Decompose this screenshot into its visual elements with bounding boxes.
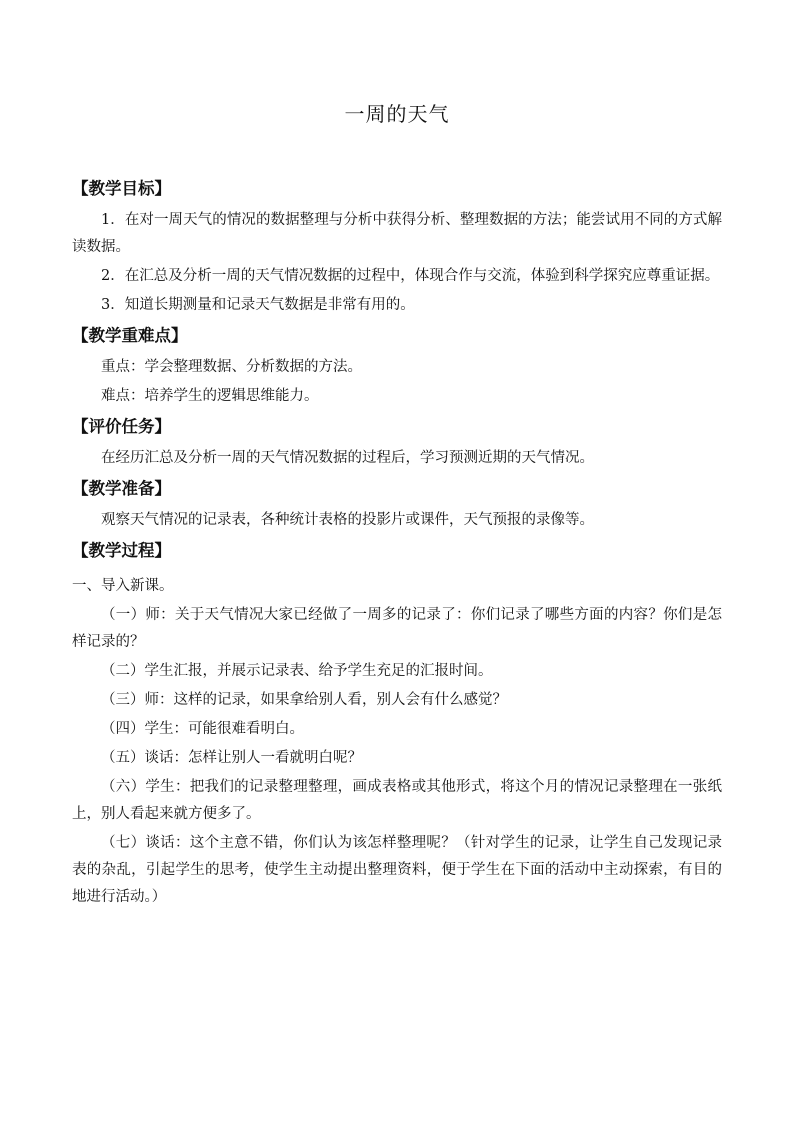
key-point: 重点：学会整理数据、分析数据的方法。 xyxy=(101,359,362,375)
heading-teaching-goals: 【教学目标】 xyxy=(72,179,171,198)
evaluation-text: 在经历汇总及分析一周的天气情况数据的过程后，学习预测近期的天气情况。 xyxy=(101,450,594,466)
heading-evaluation: 【评价任务】 xyxy=(72,417,171,436)
difficult-point: 难点：培养学生的逻辑思维能力。 xyxy=(101,388,319,404)
process-step-6: （六）学生：把我们的记录整理整理，画成表格或其他形式，将这个月的情况记录整理在一张纸上，别人看起来就方便多了。 xyxy=(72,779,722,822)
process-step-1: （一）师：关于天气情况大家已经做了一周多的记录了：你们记录了哪些方面的内容？你们是怎样记录的？ xyxy=(72,607,722,650)
goal-item-1: 1．在对一周天气的情况的数据整理与分析中获得分析、整理数据的方法；能尝试用不同的方式解读数据。 xyxy=(72,212,722,255)
process-intro: 一、导入新课。 xyxy=(72,578,174,594)
process-step-3: （三）师：这样的记录，如果拿给别人看，别人会有什么感觉？ xyxy=(101,692,507,708)
process-step-7: （七）谈话：这个主意不错，你们认为该怎样整理呢？（针对学生的记录，让学生自己发现记录表的杂乱，引起学生的思考，使学生主动提出整理资料，便于学生在下面的活动中主动探索，有目的地进行活动。） xyxy=(72,835,722,905)
heading-process: 【教学过程】 xyxy=(72,541,171,560)
document-page xyxy=(72,100,722,913)
process-step-4: （四）学生：可能很难看明白。 xyxy=(101,721,304,737)
goal-item-2: 2．在汇总及分析一周的天气情况数据的过程中，体现合作与交流，体验到科学探究应尊重证据。 xyxy=(101,268,720,284)
document-title: 一周的天气 xyxy=(344,102,450,126)
heading-key-points: 【教学重难点】 xyxy=(72,326,188,345)
heading-preparation: 【教学准备】 xyxy=(72,479,171,498)
goal-item-3: 3．知道长期测量和记录天气数据是非常有用的。 xyxy=(101,297,415,313)
preparation-text: 观察天气情况的记录表，各种统计表格的投影片或课件，天气预报的录像等。 xyxy=(101,512,594,528)
process-step-5: （五）谈话：怎样让别人一看就明白呢？ xyxy=(101,750,362,766)
process-step-2: （二）学生汇报，并展示记录表、给予学生充足的汇报时间。 xyxy=(101,663,493,679)
